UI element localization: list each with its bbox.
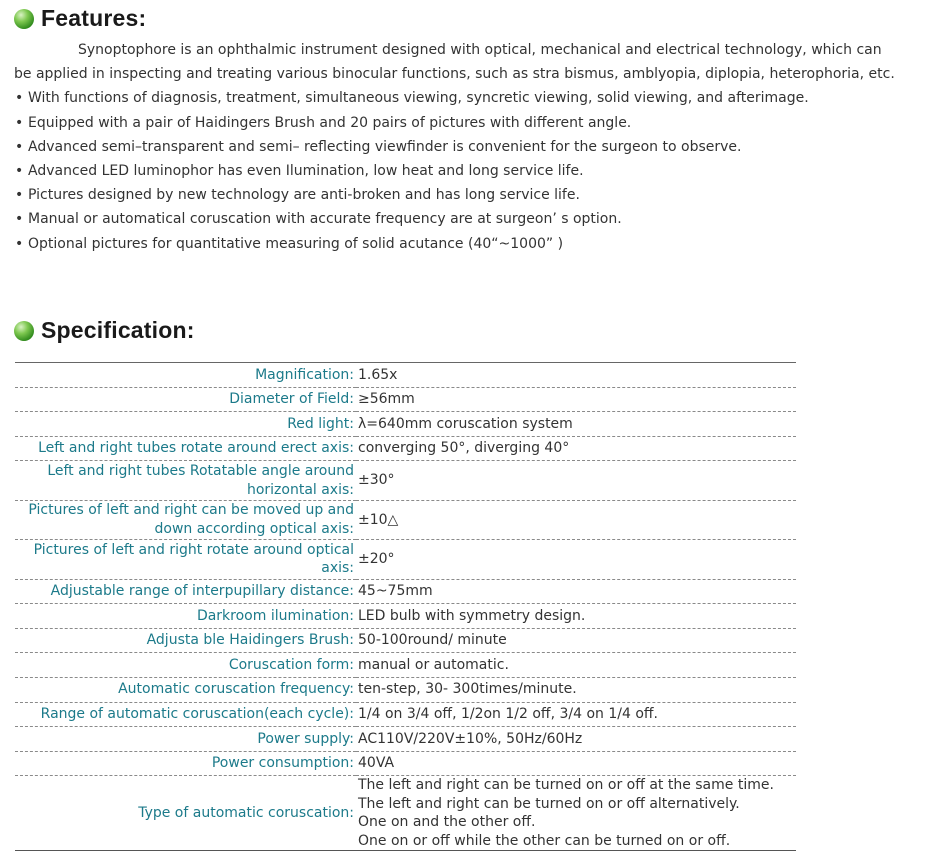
table-row — [15, 579, 796, 604]
spec-label: Left and right tubes Rotatable angle around horizontal axis: — [15, 461, 356, 500]
bullet-dot-icon: • — [15, 211, 24, 228]
spec-label: Left and right tubes rotate around erect axis: — [15, 436, 356, 461]
features-list-item — [14, 183, 900, 207]
spec-value: ±30° — [356, 461, 796, 500]
table-row — [15, 628, 796, 653]
table-row — [15, 412, 796, 437]
features-list-item — [14, 207, 900, 231]
features-list — [14, 86, 900, 255]
spec-value-line: The left and right can be turned on or off at the same time. — [358, 777, 774, 794]
spec-value: manual or automatic. — [356, 653, 796, 678]
features-heading: Features: — [41, 5, 147, 31]
spec-label: Darkroom ilumination: — [15, 604, 356, 629]
spec-value: AC110V/220V±10%, 50Hz/60Hz — [356, 727, 796, 752]
spec-value: 1.65x — [356, 363, 796, 388]
spec-value: 40VA — [356, 751, 796, 776]
table-row — [15, 677, 796, 702]
bullet-dot-icon: • — [15, 114, 24, 131]
spec-value-line: The left and right can be turned on or off alternatively. — [358, 795, 740, 812]
spec-value: ten-step, 30- 300times/minute. — [356, 677, 796, 702]
spec-value: LED bulb with symmetry design. — [356, 604, 796, 629]
specification-heading: Specification: — [41, 317, 195, 343]
spec-value: λ=640mm coruscation system — [356, 412, 796, 437]
spec-value: ≥56mm — [356, 387, 796, 412]
features-list-item — [14, 111, 900, 135]
table-row — [15, 751, 796, 776]
table-row — [15, 604, 796, 629]
features-list-item — [14, 159, 900, 183]
bullet-dot-icon: • — [15, 138, 24, 155]
spec-label: Red light: — [15, 412, 356, 437]
spec-label: Adjustable range of interpupillary distance: — [15, 579, 356, 604]
features-list-item — [14, 135, 900, 159]
spec-value: 45~75mm — [356, 579, 796, 604]
spec-value: ±10△ — [356, 500, 796, 539]
features-intro: Synoptophore is an ophthalmic instrument designed with optical, mechanical and electrical technology, which can be applied in inspecting and treating various binocular functions, such as stra bismus, amblyopia, diplopia, heterophoria, etc. — [14, 42, 895, 83]
feature-text: Optional pictures for quantitative measuring of solid acutance (40“~1000” ) — [28, 235, 564, 252]
spec-label: Adjusta ble Haidingers Brush: — [15, 628, 356, 653]
green-ball-icon — [14, 9, 34, 29]
table-row — [15, 540, 796, 579]
bullet-dot-icon: • — [15, 235, 24, 252]
spec-label: Power supply: — [15, 727, 356, 752]
bullet-dot-icon: • — [15, 90, 24, 107]
spec-value-line: One on and the other off. — [358, 814, 536, 831]
table-row — [15, 653, 796, 678]
spec-value: 1/4 on 3/4 off, 1/2on 1/2 off, 3/4 on 1/4 off. — [356, 702, 796, 727]
spec-value: converging 50°, diverging 40° — [356, 436, 796, 461]
spec-label: Magnification: — [15, 363, 356, 388]
features-body — [14, 38, 900, 256]
table-row — [15, 436, 796, 461]
spec-value: ±20° — [356, 540, 796, 579]
feature-text: Manual or automatical coruscation with accurate frequency are at surgeon’ s option. — [28, 211, 622, 228]
specification-heading-block — [14, 317, 195, 344]
feature-text: Advanced semi–transparent and semi– reflecting viewfinder is convenient for the surgeon to observe. — [28, 138, 742, 155]
spec-label: Pictures of left and right rotate around optical axis: — [15, 540, 356, 579]
features-list-item — [14, 232, 900, 256]
table-row — [15, 387, 796, 412]
feature-text: Advanced LED luminophor has even Ilumination, low heat and long service life. — [28, 163, 584, 180]
feature-text: Pictures designed by new technology are anti-broken and has long service life. — [28, 187, 580, 204]
spec-value-line: One on or off while the other can be turned on or off. — [358, 832, 731, 849]
green-ball-icon — [14, 321, 34, 341]
bullet-dot-icon: • — [15, 187, 24, 204]
spec-label: Power consumption: — [15, 751, 356, 776]
bullet-dot-icon: • — [15, 163, 24, 180]
spec-value-multiline — [356, 776, 796, 851]
table-row — [15, 727, 796, 752]
spec-label: Coruscation form: — [15, 653, 356, 678]
table-row — [15, 776, 796, 851]
table-row — [15, 461, 796, 500]
spec-label: Range of automatic coruscation(each cycle): — [15, 702, 356, 727]
spec-label: Diameter of Field: — [15, 387, 356, 412]
specification-table — [15, 362, 796, 851]
table-row — [15, 702, 796, 727]
feature-text: With functions of diagnosis, treatment, simultaneous viewing, syncretic viewing, solid viewing, and afterimage. — [28, 90, 809, 107]
feature-text: Equipped with a pair of Haidingers Brush and 20 pairs of pictures with different angle. — [28, 114, 632, 131]
spec-label: Type of automatic coruscation: — [15, 776, 356, 851]
spec-label: Pictures of left and right can be moved up and down according optical axis: — [15, 500, 356, 539]
table-row — [15, 363, 796, 388]
spec-value: 50-100round/ minute — [356, 628, 796, 653]
features-list-item — [14, 86, 900, 110]
spec-label: Automatic coruscation frequency: — [15, 677, 356, 702]
features-heading-block — [14, 5, 146, 32]
table-row — [15, 500, 796, 539]
